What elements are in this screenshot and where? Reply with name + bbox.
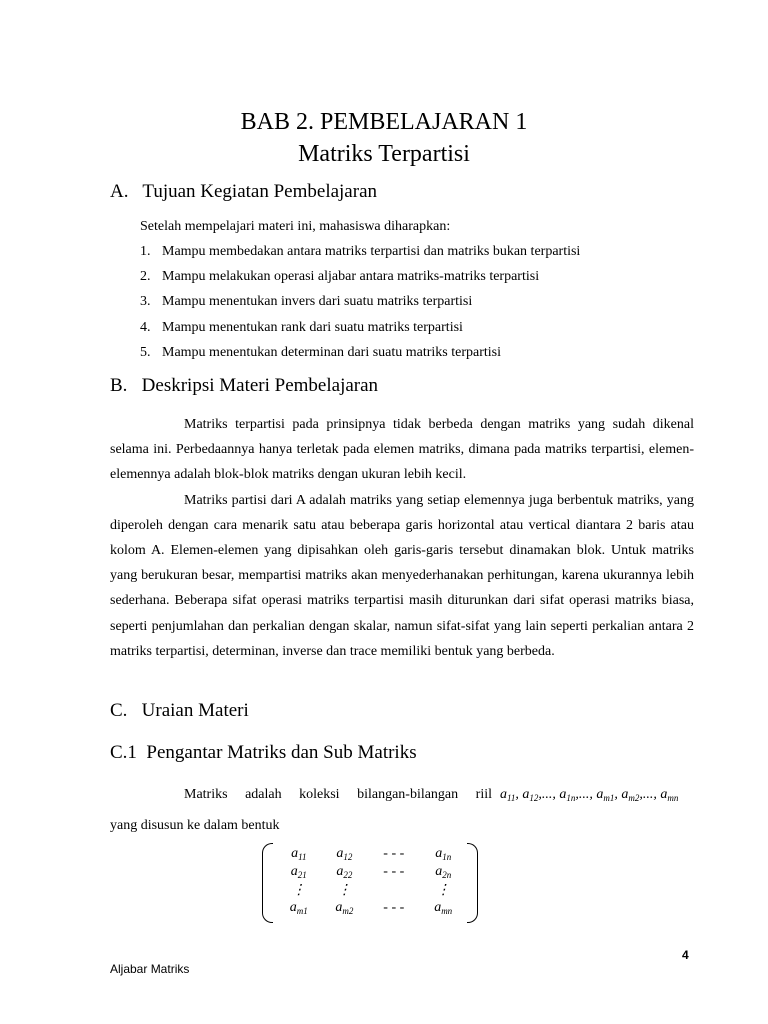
matrix-entry: - - - [383, 864, 405, 879]
matrix-entry: $a_{21}$ [290, 864, 307, 880]
list-item-number: 1. [140, 244, 151, 259]
matrix-entry: $a_{11}$ [291, 846, 307, 862]
elements-expression: $a_{11}$, $a_{12}$,..., $a_{1n}$,..., $a_{m1}$, $a_{m2}$,..., $a_{mn}$ [500, 787, 679, 803]
list-item-text: Mampu menentukan rank dari suatu matriks terpartisi [162, 319, 463, 335]
section-c1-heading: C.1 Pengantar Matriks dan Sub Matriks [110, 742, 417, 763]
list-item [140, 268, 700, 293]
list-item [140, 344, 700, 369]
list-item-text: Mampu membedakan antara matriks terpartisi dan matriks bukan terpartisi [162, 244, 581, 259]
section-b-body [110, 412, 694, 664]
section-c-heading: C. Uraian Materi [110, 700, 249, 721]
matrix-entry: - - - [383, 846, 405, 861]
list-item-text: Mampu melakukan operasi aljabar antara matriks-matriks terpartisi [162, 269, 540, 285]
right-parenthesis [467, 843, 478, 923]
objectives-list [140, 243, 700, 369]
matrix-entry: $a_{2n}$ [435, 864, 452, 880]
matrix-definition-text: Matriks adalah koleksi bilangan-bilangan riil [184, 787, 492, 802]
left-parenthesis [262, 843, 273, 923]
list-item-number: 2. [140, 269, 151, 285]
matrix-form-text: yang disusun ke dalam bentuk [110, 818, 280, 833]
section-b-heading: B. Deskripsi Materi Pembelajaran [110, 375, 379, 396]
chapter-subtitle: Matriks Terpartisi [298, 141, 470, 167]
paragraph: Matriks terpartisi pada prinsipnya tidak berbeda dengan matriks yang sudah dikenal selama ini. Perbedaannya hanya terletak pada elemen matriks, dimana pada matriks terpartisi, elemen-elemennya adalah blok-blok matriks dengan ukuran lebih kecil. [110, 417, 694, 483]
list-item-text: Mampu menentukan invers dari suatu matriks terpartisi [162, 294, 473, 310]
paragraph: Matriks partisi dari A adalah matriks yang setiap elemennya juga berbentuk matriks, yang diperoleh dengan cara menarik satu atau beberapa garis horizontal atau vertical diantara 2 baris atau kolom A. Elemen-elemen yang dipisahkan oleh garis-garis tersebut dinamakan blok. Untuk matriks yang berukuran besar, mempartisi matriks akan menyederhanakan perhitungan, karena ukurannya lebih sederhana. Beberapa sifat operasi matriks terpartisi masih diturunkan dari sifat operasi matriks biasa, seperti penjumlahan dan perkalian dengan skalar, namun sifat-sifat yang lain seperti perkalian antara 2 matriks terpartisi, determinan, inverse dan trace memiliki bentuk yang berbeda. [110, 492, 694, 659]
matrix-entry: ⋮ [337, 882, 352, 898]
list-item [140, 243, 700, 268]
matrix-entry: ⋮ [291, 882, 306, 898]
section-a-intro: Setelah mempelajari materi ini, mahasiswa diharapkan: [140, 219, 451, 234]
chapter-title: BAB 2. PEMBELAJARAN 1 [240, 109, 528, 135]
general-matrix [262, 843, 478, 921]
list-item [140, 293, 700, 318]
list-item-text: Mampu menentukan determinan dari suatu matriks terpartisi [162, 344, 502, 360]
matrix-entry: $a_{1n}$ [435, 846, 452, 862]
footer-book-title: Aljabar Matriks [110, 962, 190, 976]
list-item [140, 319, 700, 344]
matrix-entry: $a_{mn}$ [434, 900, 453, 916]
matrix-entry: $a_{12}$ [336, 846, 353, 862]
list-item-number: 5. [140, 344, 151, 360]
matrix-entry: $a_{m1}$ [289, 900, 308, 916]
page-number: 4 [682, 948, 689, 962]
matrix-entry: $a_{m2}$ [335, 900, 354, 916]
matrix-entry: $a_{22}$ [336, 864, 353, 880]
section-a-heading: A. Tujuan Kegiatan Pembelajaran [110, 181, 378, 202]
matrix-entry [367, 881, 420, 899]
matrix-entries [276, 845, 466, 917]
matrix-entry: - - - [383, 900, 405, 915]
list-item-number: 3. [140, 294, 151, 310]
list-item-number: 4. [140, 319, 151, 335]
matrix-entry: ⋮ [436, 882, 451, 898]
